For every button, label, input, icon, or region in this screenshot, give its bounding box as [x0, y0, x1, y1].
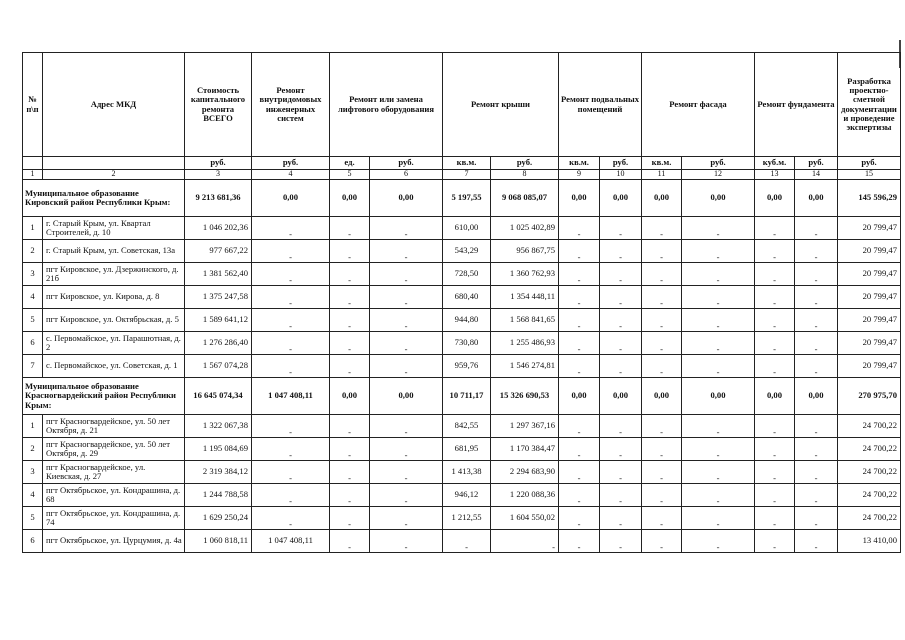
row-cell-total: 1 381 562,40 — [185, 263, 252, 286]
header-roof: Ремонт крыши — [443, 53, 559, 157]
row-cell-fac-r: - — [682, 530, 755, 553]
row-cell-internal: - — [252, 240, 330, 263]
row-cell-fac-r: - — [682, 309, 755, 332]
row-address: пгт Октябрьское, ул. Кондрашина, д. 68 — [43, 484, 185, 507]
row-cell-docs: 20 799,47 — [838, 263, 901, 286]
header-foundation: Ремонт фундамента — [755, 53, 838, 157]
column-number: 3 — [185, 170, 252, 180]
row-cell-roof-r: 1 360 762,93 — [491, 263, 559, 286]
row-cell-roof-r: 956 867,75 — [491, 240, 559, 263]
column-number: 6 — [370, 170, 443, 180]
row-cell-fac-m: - — [642, 332, 682, 355]
header-elevator: Ремонт или замена лифтового оборудования — [330, 53, 443, 157]
row-address: пгт Кировское, ул. Октябрьская, д. 5 — [43, 309, 185, 332]
row-cell-fnd-r: - — [795, 438, 838, 461]
header-address: Адрес МКД — [43, 53, 185, 157]
row-cell-docs: 20 799,47 — [838, 240, 901, 263]
row-cell-roof-r: 2 294 683,90 — [491, 461, 559, 484]
row-cell-elev-r: - — [370, 530, 443, 553]
row-cell-fnd-m: - — [755, 507, 795, 530]
row-cell-roof-r: 1 025 402,89 — [491, 217, 559, 240]
row-cell-roof-m: 543,29 — [443, 240, 491, 263]
row-cell-roof-m: 680,40 — [443, 286, 491, 309]
row-cell-fnd-m: - — [755, 438, 795, 461]
row-cell-elev-u: - — [330, 461, 370, 484]
row-cell-bas-m: - — [559, 355, 600, 378]
municipality-name: Муниципальное образование Кировский район Республики Крым: — [23, 180, 185, 217]
row-cell-bas-r: - — [600, 530, 642, 553]
header-cost-total: Стоимость капитального ремонта ВСЕГО — [185, 53, 252, 157]
row-cell-bas-r: - — [600, 217, 642, 240]
row-cell-fnd-r: - — [795, 415, 838, 438]
row-cell-roof-m: 944,80 — [443, 309, 491, 332]
table-row — [23, 263, 901, 286]
row-cell-bas-m: - — [559, 530, 600, 553]
row-cell-bas-r: - — [600, 332, 642, 355]
unit-cell: руб. — [838, 157, 901, 170]
table-row — [23, 461, 901, 484]
table-row — [23, 530, 901, 553]
row-cell-total: 1 375 247,58 — [185, 286, 252, 309]
municipality-total-cell: 0,00 — [682, 180, 755, 217]
row-cell-bas-r: - — [600, 286, 642, 309]
row-cell-fac-m: - — [642, 415, 682, 438]
row-cell-fac-r: - — [682, 507, 755, 530]
row-cell-internal: - — [252, 286, 330, 309]
row-number: 3 — [23, 263, 43, 286]
row-address: пгт Красногвардейское, ул. Киевская, д. 27 — [43, 461, 185, 484]
row-cell-docs: 24 700,22 — [838, 438, 901, 461]
row-cell-total: 1 060 818,11 — [185, 530, 252, 553]
row-cell-fac-r: - — [682, 263, 755, 286]
municipality-total-cell: 0,00 — [330, 180, 370, 217]
municipality-total-cell: 0,00 — [370, 180, 443, 217]
municipality-total-cell: 1 047 408,11 — [252, 378, 330, 415]
column-number: 4 — [252, 170, 330, 180]
column-number: 5 — [330, 170, 370, 180]
row-cell-fac-m: - — [642, 286, 682, 309]
row-cell-roof-m: 1 413,38 — [443, 461, 491, 484]
column-number: 1 — [23, 170, 43, 180]
row-cell-fnd-r: - — [795, 530, 838, 553]
row-cell-elev-u: - — [330, 438, 370, 461]
row-cell-bas-m: - — [559, 461, 600, 484]
column-number: 11 — [642, 170, 682, 180]
row-cell-fac-m: - — [642, 263, 682, 286]
row-cell-bas-r: - — [600, 507, 642, 530]
row-number: 6 — [23, 332, 43, 355]
row-cell-internal: - — [252, 507, 330, 530]
row-cell-elev-r: - — [370, 438, 443, 461]
municipality-total-cell: 16 645 074,34 — [185, 378, 252, 415]
row-cell-fac-m: - — [642, 438, 682, 461]
row-cell-bas-m: - — [559, 309, 600, 332]
row-cell-internal: - — [252, 355, 330, 378]
row-cell-elev-u: - — [330, 309, 370, 332]
row-cell-fac-m: - — [642, 530, 682, 553]
municipality-total-row — [23, 378, 901, 415]
unit-cell: руб. — [682, 157, 755, 170]
column-number: 14 — [795, 170, 838, 180]
row-cell-roof-r: 1 297 367,16 — [491, 415, 559, 438]
row-cell-fac-r: - — [682, 332, 755, 355]
header-no: № п\п — [23, 53, 43, 157]
row-cell-bas-r: - — [600, 263, 642, 286]
municipality-total-cell: 0,00 — [682, 378, 755, 415]
header-facade: Ремонт фасада — [642, 53, 755, 157]
row-cell-fac-m: - — [642, 355, 682, 378]
table-row — [23, 415, 901, 438]
row-cell-internal: - — [252, 484, 330, 507]
row-cell-internal: - — [252, 332, 330, 355]
unit-cell: руб. — [370, 157, 443, 170]
row-cell-bas-r: - — [600, 438, 642, 461]
row-cell-roof-r: - — [491, 530, 559, 553]
row-cell-roof-m: 730,80 — [443, 332, 491, 355]
row-address: г. Старый Крым, ул. Квартал Строителей, д. 10 — [43, 217, 185, 240]
table-row — [23, 484, 901, 507]
row-address: г. Старый Крым, ул. Советская, 13а — [43, 240, 185, 263]
row-cell-total: 1 589 641,12 — [185, 309, 252, 332]
table-row — [23, 217, 901, 240]
column-number: 13 — [755, 170, 795, 180]
row-cell-fnd-r: - — [795, 461, 838, 484]
row-cell-elev-r: - — [370, 461, 443, 484]
row-cell-elev-u: - — [330, 240, 370, 263]
municipality-name: Муниципальное образование Красногвардейский район Республики Крым: — [23, 378, 185, 415]
row-cell-docs: 13 410,00 — [838, 530, 901, 553]
row-cell-fac-r: - — [682, 240, 755, 263]
row-cell-elev-r: - — [370, 286, 443, 309]
row-cell-roof-r: 1 568 841,65 — [491, 309, 559, 332]
column-number: 7 — [443, 170, 491, 180]
municipality-total-cell: 0,00 — [642, 180, 682, 217]
municipality-total-cell: 9 213 681,36 — [185, 180, 252, 217]
row-cell-bas-m: - — [559, 240, 600, 263]
row-number: 7 — [23, 355, 43, 378]
municipality-total-cell: 0,00 — [252, 180, 330, 217]
municipality-total-cell: 270 975,70 — [838, 378, 901, 415]
column-number: 15 — [838, 170, 901, 180]
row-cell-roof-m: 1 212,55 — [443, 507, 491, 530]
row-cell-docs: 24 700,22 — [838, 507, 901, 530]
row-cell-elev-u: - — [330, 217, 370, 240]
row-cell-docs: 20 799,47 — [838, 217, 901, 240]
unit-cell: кв.м. — [642, 157, 682, 170]
table-row — [23, 309, 901, 332]
row-cell-docs: 20 799,47 — [838, 286, 901, 309]
row-cell-fac-m: - — [642, 309, 682, 332]
unit-cell: руб. — [252, 157, 330, 170]
row-cell-internal: - — [252, 461, 330, 484]
row-cell-docs: 20 799,47 — [838, 309, 901, 332]
unit-cell: руб. — [185, 157, 252, 170]
row-cell-fnd-m: - — [755, 217, 795, 240]
row-cell-bas-m: - — [559, 332, 600, 355]
row-cell-fac-r: - — [682, 438, 755, 461]
column-numbers-row — [23, 170, 901, 180]
row-cell-fnd-m: - — [755, 263, 795, 286]
row-cell-roof-m: - — [443, 530, 491, 553]
units-row — [23, 157, 901, 170]
row-cell-bas-r: - — [600, 240, 642, 263]
row-cell-elev-r: - — [370, 415, 443, 438]
row-address: пгт Кировское, ул. Дзержинского, д. 21б — [43, 263, 185, 286]
header-row — [23, 53, 901, 157]
row-number: 1 — [23, 217, 43, 240]
row-number: 2 — [23, 240, 43, 263]
table-row — [23, 286, 901, 309]
table-row — [23, 438, 901, 461]
row-cell-docs: 20 799,47 — [838, 332, 901, 355]
units-blank — [23, 157, 43, 170]
municipality-total-cell: 0,00 — [795, 180, 838, 217]
row-cell-elev-r: - — [370, 507, 443, 530]
municipality-total-cell: 0,00 — [559, 180, 600, 217]
row-cell-fnd-r: - — [795, 240, 838, 263]
row-cell-fac-r: - — [682, 286, 755, 309]
row-cell-fnd-r: - — [795, 355, 838, 378]
row-cell-elev-r: - — [370, 263, 443, 286]
table-row — [23, 507, 901, 530]
row-cell-bas-r: - — [600, 309, 642, 332]
row-cell-roof-m: 946,12 — [443, 484, 491, 507]
row-cell-fnd-m: - — [755, 484, 795, 507]
unit-cell: кв.м. — [559, 157, 600, 170]
row-cell-elev-r: - — [370, 332, 443, 355]
column-number: 8 — [491, 170, 559, 180]
row-cell-internal: 1 047 408,11 — [252, 530, 330, 553]
row-cell-bas-r: - — [600, 415, 642, 438]
row-cell-fnd-m: - — [755, 355, 795, 378]
row-cell-fnd-m: - — [755, 309, 795, 332]
row-cell-fac-m: - — [642, 240, 682, 263]
row-cell-bas-r: - — [600, 355, 642, 378]
row-cell-fnd-m: - — [755, 286, 795, 309]
row-number: 5 — [23, 507, 43, 530]
column-number: 9 — [559, 170, 600, 180]
row-cell-fnd-r: - — [795, 263, 838, 286]
table-row — [23, 332, 901, 355]
row-cell-roof-r: 1 220 088,36 — [491, 484, 559, 507]
row-cell-total: 1 567 074,28 — [185, 355, 252, 378]
row-cell-docs: 24 700,22 — [838, 415, 901, 438]
unit-cell: руб. — [795, 157, 838, 170]
row-address: пгт Октябрьское, ул. Кондрашина, д. 74 — [43, 507, 185, 530]
row-cell-fnd-m: - — [755, 332, 795, 355]
row-cell-roof-m: 610,00 — [443, 217, 491, 240]
row-cell-internal: - — [252, 309, 330, 332]
row-cell-total: 977 667,22 — [185, 240, 252, 263]
row-cell-total: 1 244 788,58 — [185, 484, 252, 507]
row-cell-elev-u: - — [330, 484, 370, 507]
header-internal-systems: Ремонт внутридомовых инженерных систем — [252, 53, 330, 157]
row-cell-fac-m: - — [642, 217, 682, 240]
row-cell-roof-r: 1 354 448,11 — [491, 286, 559, 309]
header-design-docs: Разработка проектно-сметной документации и проведение экспертизы — [838, 53, 901, 157]
municipality-total-cell: 0,00 — [642, 378, 682, 415]
row-cell-total: 1 195 084,69 — [185, 438, 252, 461]
row-cell-total: 1 276 286,40 — [185, 332, 252, 355]
row-cell-fac-m: - — [642, 507, 682, 530]
column-number: 10 — [600, 170, 642, 180]
row-cell-bas-m: - — [559, 263, 600, 286]
municipality-total-cell: 9 068 085,07 — [491, 180, 559, 217]
row-cell-roof-r: 1 170 384,47 — [491, 438, 559, 461]
row-number: 1 — [23, 415, 43, 438]
row-cell-fnd-m: - — [755, 461, 795, 484]
municipality-total-cell: 145 596,29 — [838, 180, 901, 217]
row-cell-elev-r: - — [370, 484, 443, 507]
row-cell-bas-m: - — [559, 484, 600, 507]
row-cell-fac-r: - — [682, 415, 755, 438]
row-cell-fnd-r: - — [795, 507, 838, 530]
row-number: 5 — [23, 309, 43, 332]
row-cell-bas-r: - — [600, 484, 642, 507]
row-cell-docs: 24 700,22 — [838, 461, 901, 484]
row-address: пгт Кировское, ул. Кирова, д. 8 — [43, 286, 185, 309]
row-cell-total: 1 046 202,36 — [185, 217, 252, 240]
unit-cell: куб.м. — [755, 157, 795, 170]
row-address: с. Первомайское, ул. Советская, д. 1 — [43, 355, 185, 378]
row-cell-bas-m: - — [559, 217, 600, 240]
municipality-total-cell: 10 711,17 — [443, 378, 491, 415]
row-cell-fnd-r: - — [795, 217, 838, 240]
row-cell-elev-u: - — [330, 263, 370, 286]
row-cell-bas-m: - — [559, 286, 600, 309]
row-cell-internal: - — [252, 438, 330, 461]
row-cell-elev-u: - — [330, 415, 370, 438]
row-cell-bas-r: - — [600, 461, 642, 484]
unit-cell: ед. — [330, 157, 370, 170]
capital-repair-table — [22, 52, 901, 553]
row-cell-elev-u: - — [330, 507, 370, 530]
row-number: 4 — [23, 286, 43, 309]
unit-cell: кв.м. — [443, 157, 491, 170]
row-cell-internal: - — [252, 415, 330, 438]
municipality-total-cell: 5 197,55 — [443, 180, 491, 217]
row-cell-elev-r: - — [370, 240, 443, 263]
row-cell-bas-m: - — [559, 415, 600, 438]
header-basement: Ремонт подвальных помещений — [559, 53, 642, 157]
row-cell-docs: 20 799,47 — [838, 355, 901, 378]
table-row — [23, 355, 901, 378]
municipality-total-cell: 0,00 — [370, 378, 443, 415]
row-cell-bas-m: - — [559, 507, 600, 530]
row-cell-roof-r: 1 255 486,93 — [491, 332, 559, 355]
row-address: с. Первомайское, ул. Парашютная, д. 2 — [43, 332, 185, 355]
unit-cell: руб. — [491, 157, 559, 170]
row-cell-fac-m: - — [642, 461, 682, 484]
row-cell-internal: - — [252, 217, 330, 240]
row-address: пгт Красногвардейское, ул. 50 лет Октября, д. 21 — [43, 415, 185, 438]
row-cell-fnd-m: - — [755, 530, 795, 553]
row-cell-fnd-m: - — [755, 240, 795, 263]
row-cell-roof-r: 1 546 274,81 — [491, 355, 559, 378]
row-cell-total: 1 322 067,38 — [185, 415, 252, 438]
row-cell-total: 1 629 250,24 — [185, 507, 252, 530]
row-cell-elev-r: - — [370, 355, 443, 378]
row-cell-internal: - — [252, 263, 330, 286]
row-cell-roof-r: 1 604 550,02 — [491, 507, 559, 530]
row-cell-roof-m: 842,55 — [443, 415, 491, 438]
row-cell-docs: 24 700,22 — [838, 484, 901, 507]
row-cell-fac-r: - — [682, 355, 755, 378]
units-blank — [43, 157, 185, 170]
row-cell-roof-m: 959,76 — [443, 355, 491, 378]
row-cell-fac-r: - — [682, 217, 755, 240]
unit-cell: руб. — [600, 157, 642, 170]
row-cell-fac-r: - — [682, 484, 755, 507]
row-cell-elev-r: - — [370, 309, 443, 332]
municipality-total-cell: 0,00 — [600, 378, 642, 415]
row-cell-elev-u: - — [330, 286, 370, 309]
row-number: 2 — [23, 438, 43, 461]
row-cell-fnd-m: - — [755, 415, 795, 438]
row-cell-fnd-r: - — [795, 309, 838, 332]
row-number: 4 — [23, 484, 43, 507]
municipality-total-cell: 0,00 — [559, 378, 600, 415]
municipality-total-cell: 0,00 — [600, 180, 642, 217]
row-address: пгт Красногвардейское, ул. 50 лет Октября, д. 29 — [43, 438, 185, 461]
row-number: 6 — [23, 530, 43, 553]
row-cell-fnd-r: - — [795, 286, 838, 309]
municipality-total-cell: 0,00 — [755, 378, 795, 415]
row-number: 3 — [23, 461, 43, 484]
column-number: 12 — [682, 170, 755, 180]
municipality-total-cell: 0,00 — [330, 378, 370, 415]
municipality-total-cell: 0,00 — [795, 378, 838, 415]
row-cell-fac-r: - — [682, 461, 755, 484]
municipality-total-row — [23, 180, 901, 217]
row-cell-roof-m: 728,50 — [443, 263, 491, 286]
row-cell-elev-r: - — [370, 217, 443, 240]
row-cell-fnd-r: - — [795, 332, 838, 355]
row-cell-elev-u: - — [330, 530, 370, 553]
table-row — [23, 240, 901, 263]
municipality-total-cell: 15 326 690,53 — [491, 378, 559, 415]
row-cell-bas-m: - — [559, 438, 600, 461]
row-cell-elev-u: - — [330, 355, 370, 378]
row-cell-total: 2 319 384,12 — [185, 461, 252, 484]
row-cell-roof-m: 681,95 — [443, 438, 491, 461]
row-cell-elev-u: - — [330, 332, 370, 355]
row-address: пгт Октябрьское, ул. Цурцумия, д. 4а — [43, 530, 185, 553]
municipality-total-cell: 0,00 — [755, 180, 795, 217]
row-cell-fnd-r: - — [795, 484, 838, 507]
column-number: 2 — [43, 170, 185, 180]
row-cell-fac-m: - — [642, 484, 682, 507]
